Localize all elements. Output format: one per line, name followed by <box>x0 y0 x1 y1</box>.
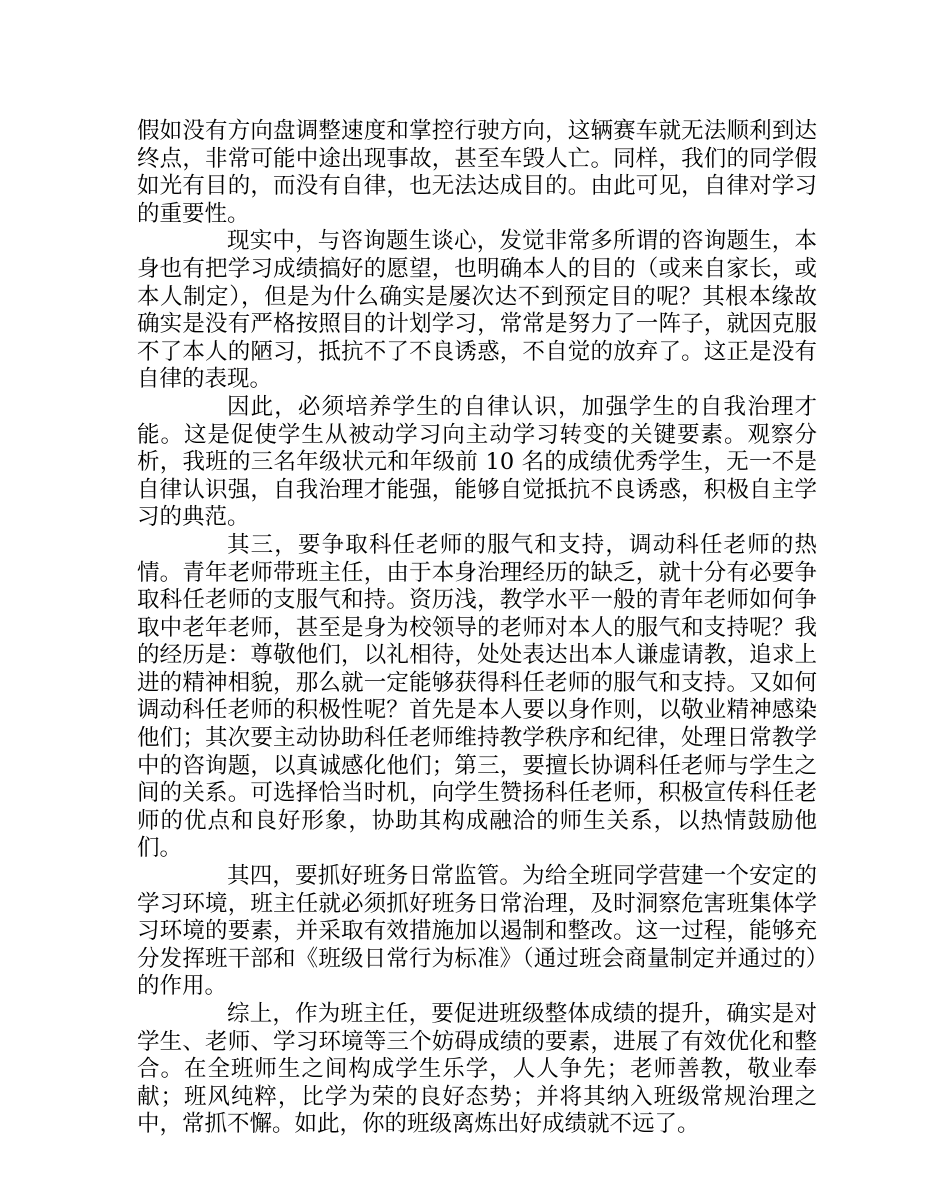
paragraph-conclusion: 综上，作为班主任，要促进班级整体成绩的提升，确实是对学生、老师、学习环境等三个妨碍成绩的要素，进展了有效优化和整合。在全班师生之间构成学生乐学，人人争先；老师善教，敬业奉献；班风纯粹，比学为荣的良好态势；并将其纳入班级常规治理之中，常抓不懈。如此，你的班级离炼出好成绩就不远了。 <box>137 1001 817 1138</box>
paragraph-self-discipline: 因此，必须培养学生的自律认识，加强学生的自我治理才能。这是促使学生从被动学习向主动学习转变的关键要素。观察分析，我班的三名年级状元和年级前 10 名的成绩优秀学生，无一不是自律认识强，自我治理才能强，能够自觉抵抗不良诱惑，积极自主学习的典范。 <box>137 393 817 531</box>
paragraph-point-three: 其三，要争取科任老师的服气和支持，调动科任老师的热情。青年老师带班主任，由于本身治理经历的缺乏，就十分有必要争取科任老师的支服气和持。资历浅，教学水平一般的青年老师如何争取中老年老师，甚至是身为校领导的老师对本人的服气和支持呢？我的经历是：尊敬他们，以礼相待，处处表达出本人谦虚请教，追求上进的精神相貌，那么就一定能够获得科任老师的服气和支持。又如何调动科任老师的积极性呢？首先是本人要以身作则，以敬业精神感染他们；其次要主动协助科任老师维持教学秩序和纪律，处理日常教学中的咨询题，以真诚感化他们；第三，要擅长协调科任老师与学生之间的关系。可选择恰当时机，向学生赞扬科任老师，积极宣传科任老师的优点和良好形象，协助其构成融洽的师生关系，以热情鼓励他们。 <box>137 531 817 862</box>
document-body <box>137 118 817 1139</box>
paragraph-reality: 现实中，与咨询题生谈心，发觉非常多所谓的咨询题生，本身也有把学习成绩搞好的愿望，也明确本人的目的（或来自家长，或本人制定），但是为什么确实是屡次达不到预定目的呢？其根本缘故确实是没有严格按照目的计划学习，常常是努力了一阵子，就因克服不了本人的陋习，抵抗不了不良诱惑，不自觉的放弃了。这正是没有自律的表现。 <box>137 228 817 393</box>
paragraph-point-four: 其四，要抓好班务日常监管。为给全班同学营建一个安定的学习环境，班主任就必须抓好班务日常治理，及时洞察危害班集体学习环境的要素，并采取有效措施加以遏制和整改。这一过程，能够充分发挥班干部和《班级日常行为标准》（通过班会商量制定并通过的）的作用。 <box>137 863 817 1000</box>
paragraph-intro-continuation: 假如没有方向盘调整速度和掌控行驶方向，这辆赛车就无法顺利到达终点，非常可能中途出现事故，甚至车毁人亡。同样，我们的同学假如光有目的，而没有自律，也无法达成目的。由此可见，自律对学习的重要性。 <box>137 118 817 227</box>
